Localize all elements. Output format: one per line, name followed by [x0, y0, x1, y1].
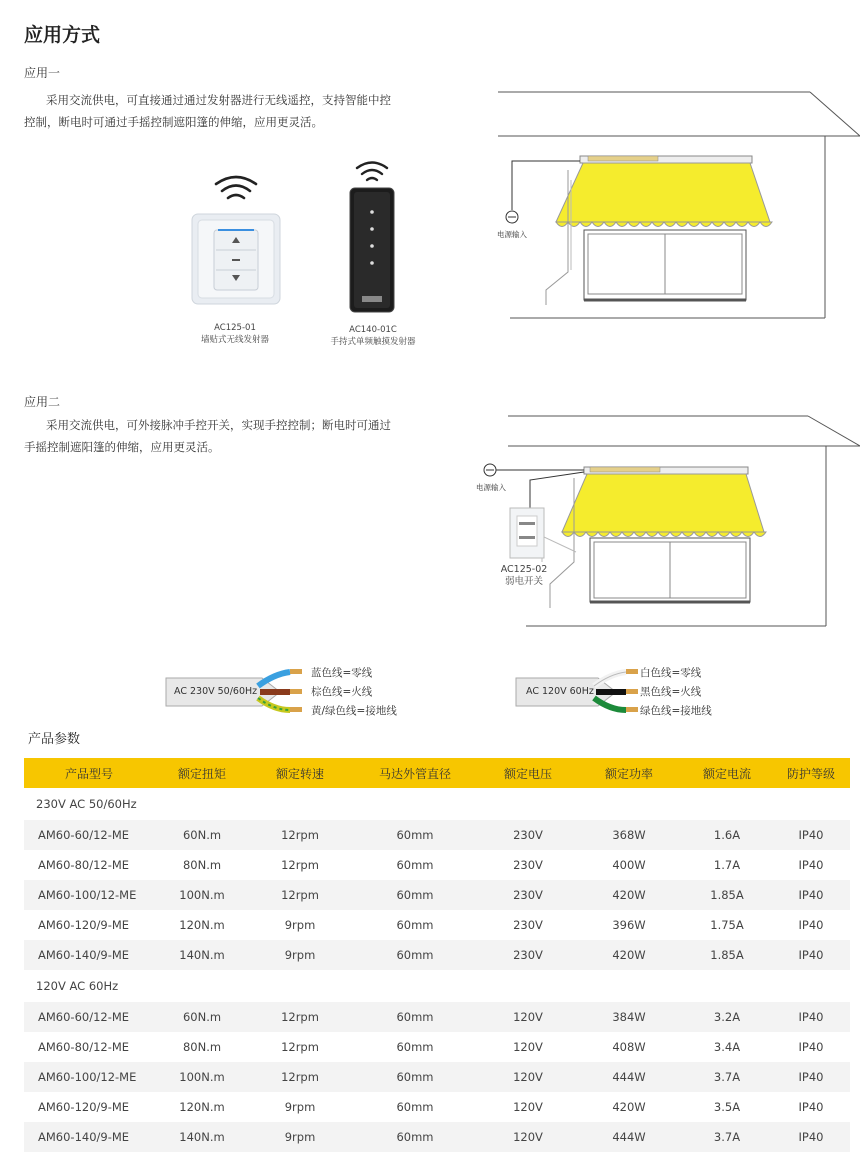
table-cell: 1.85A: [682, 880, 772, 910]
table-cell: AM60-120/9-ME: [38, 918, 130, 932]
group-label: 120V AC 60Hz: [36, 979, 119, 993]
cable2-wire-2: 黑色线=火线: [640, 686, 702, 698]
table-cell: 60mm: [350, 1002, 480, 1032]
table-cell: AM60-60/12-ME: [24, 1002, 154, 1032]
table-cell: 120V: [513, 1100, 543, 1114]
table-row: [24, 850, 850, 880]
table-cell: 230V: [513, 858, 543, 872]
table-cell: 60N.m: [154, 1002, 250, 1032]
table-cell: 408W: [612, 1040, 646, 1054]
table-row: [24, 1002, 850, 1032]
column-header: 额定功率: [576, 758, 682, 788]
app2-para-line2: 手摇控制遮阳篷的伸缩，应用更灵活。: [24, 440, 220, 454]
device1-model: AC125-01: [214, 323, 256, 333]
app2-para-line1: 采用交流供电，可外接脉冲手控开关，实现手控控制；断电时可通过: [46, 418, 391, 432]
table-row: [24, 1092, 850, 1122]
switch-caption: [494, 564, 554, 588]
table-cell: AM60-140/9-ME: [24, 1122, 154, 1152]
table-cell: AM60-140/9-ME: [24, 940, 154, 970]
table-cell: 3.7A: [682, 1062, 772, 1092]
table-cell: 80N.m: [182, 1040, 222, 1054]
specs-table: [24, 758, 850, 1152]
table-cell: 384W: [576, 1002, 682, 1032]
table-cell: 3.4A: [713, 1040, 741, 1054]
table-header-row: [24, 758, 850, 788]
table-cell: 60mm: [396, 858, 434, 872]
table-cell: 60mm: [350, 820, 480, 850]
table-cell: 100N.m: [154, 880, 250, 910]
cable2-wire-1: 白色线=零线: [640, 667, 702, 679]
table-cell: 60mm: [350, 1122, 480, 1152]
table-cell: 120N.m: [179, 918, 225, 932]
table-cell: 9rpm: [250, 1122, 350, 1152]
table-cell: 140N.m: [154, 1122, 250, 1152]
cable1-wire-3: 黄/绿色线=接地线: [311, 705, 397, 717]
cable1-wire-1: 蓝色线=零线: [311, 667, 373, 679]
table-cell: 120N.m: [179, 1100, 225, 1114]
table-cell: 60mm: [350, 880, 480, 910]
table-cell: 1.85A: [682, 940, 772, 970]
table-cell: 120V: [480, 1002, 576, 1032]
table-cell: 1.75A: [710, 918, 744, 932]
power-input-label-2: 电源输入: [476, 483, 506, 492]
device1-desc: 墙贴式无线发射器: [200, 335, 269, 345]
app1-para-line1: 采用交流供电，可直接通过通过发射器进行无线遥控，支持智能中控: [46, 93, 391, 107]
table-cell: 368W: [576, 820, 682, 850]
table-cell: 100N.m: [154, 1062, 250, 1092]
table-cell: IP40: [772, 940, 850, 970]
column-header: 额定电压: [480, 758, 576, 788]
table-cell: 3.7A: [682, 1122, 772, 1152]
table-cell: 12rpm: [250, 880, 350, 910]
column-header: 防护等级: [772, 758, 850, 788]
table-cell: 120V: [480, 1062, 576, 1092]
table-cell: 3.5A: [713, 1100, 741, 1114]
table-cell: 9rpm: [284, 918, 316, 932]
table-cell: IP40: [772, 1122, 850, 1152]
app1-para-line2: 控制，断电时可通过手摇控制遮阳篷的伸缩，应用更灵活。: [24, 115, 323, 129]
table-row: [24, 880, 850, 910]
table-cell: 444W: [576, 1122, 682, 1152]
table-cell: 60mm: [396, 918, 434, 932]
app1-paragraph: [24, 89, 424, 133]
specs-title: 产品参数: [28, 732, 81, 747]
switch-desc: 弱电开关: [504, 576, 543, 587]
switch-model: AC125-02: [500, 564, 548, 575]
table-cell: 60mm: [350, 1062, 480, 1092]
column-header: 马达外管直径: [350, 758, 480, 788]
table-cell: 60N.m: [154, 820, 250, 850]
wifi-signal-icon: [357, 163, 387, 181]
table-cell: 396W: [612, 918, 646, 932]
table-cell: IP40: [772, 880, 850, 910]
table-cell: 60mm: [350, 940, 480, 970]
column-header: 产品型号: [24, 758, 154, 788]
table-cell: IP40: [798, 918, 824, 932]
table-cell: 60mm: [396, 1040, 434, 1054]
table-cell: AM60-80/12-ME: [38, 858, 130, 872]
table-row: [24, 910, 850, 940]
table-cell: 12rpm: [281, 1040, 319, 1054]
table-group-row: [24, 970, 850, 1002]
app1-heading: 应用一: [24, 66, 61, 80]
table-cell: AM60-80/12-ME: [38, 1040, 130, 1054]
device2-desc: 手持式单频触摸发射器: [330, 337, 416, 347]
table-cell: 444W: [576, 1062, 682, 1092]
awning-diagram-1: [480, 90, 860, 330]
table-cell: IP40: [772, 820, 850, 850]
column-header: 额定扭矩: [154, 758, 250, 788]
table-cell: 230V: [513, 918, 543, 932]
table-cell: 3.2A: [682, 1002, 772, 1032]
table-cell: IP40: [798, 858, 824, 872]
table-cell: 80N.m: [182, 858, 222, 872]
table-group-row: [24, 788, 850, 820]
cable2-wire-3: 绿色线=接地线: [640, 705, 712, 717]
table-cell: 420W: [612, 1100, 646, 1114]
table-cell: IP40: [772, 1062, 850, 1092]
table-cell: 400W: [612, 858, 646, 872]
table-cell: 120V: [480, 1122, 576, 1152]
table-cell: 120V: [513, 1040, 543, 1054]
cable1-wire-2: 棕色线=火线: [311, 686, 373, 698]
awning-diagram-2: [470, 412, 860, 632]
table-cell: AM60-100/12-ME: [24, 1062, 154, 1092]
table-cell: AM60-120/9-ME: [38, 1100, 130, 1114]
table-row: [24, 1122, 850, 1152]
table-cell: AM60-100/12-ME: [24, 880, 154, 910]
group-label: 230V AC 50/60Hz: [36, 797, 137, 811]
cable1-voltage-label: AC 230V 50/60Hz: [174, 686, 258, 697]
cable2-voltage-label: AC 120V 60Hz: [526, 686, 594, 697]
table-cell: 1.6A: [682, 820, 772, 850]
table-cell: 230V: [480, 940, 576, 970]
table-row: [24, 940, 850, 970]
page-title: 应用方式: [24, 24, 101, 46]
column-header: 额定电流: [682, 758, 772, 788]
table-row: [24, 1062, 850, 1092]
power-input-label-1: 电源输入: [497, 230, 527, 239]
wall-transmitter-illustration: [188, 172, 288, 312]
column-header: 额定转速: [250, 758, 350, 788]
device2-model: AC140-01C: [349, 325, 397, 335]
table-cell: 12rpm: [281, 858, 319, 872]
table-cell: 420W: [576, 940, 682, 970]
app2-heading: 应用二: [24, 395, 61, 409]
table-cell: 420W: [576, 880, 682, 910]
table-cell: AM60-60/12-ME: [24, 820, 154, 850]
handheld-remote-illustration: [340, 160, 400, 320]
table-cell: IP40: [798, 1040, 824, 1054]
table-cell: 230V: [480, 880, 576, 910]
table-cell: 60mm: [396, 1100, 434, 1114]
table-cell: IP40: [772, 1002, 850, 1032]
table-cell: 9rpm: [250, 940, 350, 970]
device1-caption: [170, 322, 300, 346]
table-cell: 12rpm: [250, 1062, 350, 1092]
table-row: [24, 1032, 850, 1062]
table-cell: IP40: [798, 1100, 824, 1114]
table-cell: 230V: [480, 820, 576, 850]
device2-caption: [318, 324, 428, 348]
app2-paragraph: [24, 414, 424, 458]
wifi-signal-icon: [216, 177, 256, 198]
table-cell: 9rpm: [284, 1100, 316, 1114]
table-cell: 140N.m: [154, 940, 250, 970]
table-cell: 12rpm: [250, 1002, 350, 1032]
table-row: [24, 820, 850, 850]
table-cell: 1.7A: [713, 858, 741, 872]
table-cell: 12rpm: [250, 820, 350, 850]
